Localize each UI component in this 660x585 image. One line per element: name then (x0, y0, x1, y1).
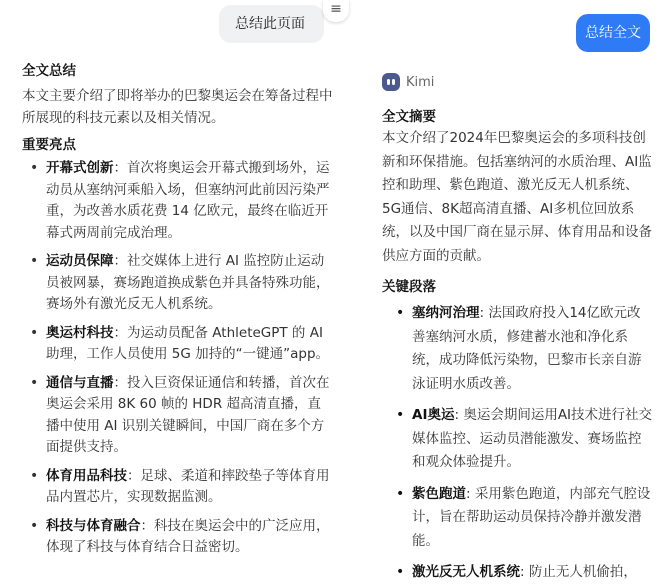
key-point-label: 紫色跑道 (412, 485, 466, 502)
key-point-text: : 奥运会期间运用AI技术进行社交媒体监控、运动员潜能激发、赛场监控和观众体验提升。 (412, 407, 653, 470)
key-point-label: 塞纳河治理 (412, 305, 480, 321)
summary-title: 全文总结 (22, 63, 76, 79)
abstract-text: 本文介绍了2024年巴黎奥运会的多项科技创新和环保措施。包括塞纳河的水质治理、AI监控和助理、紫色跑道、激光反无人机系统、5G通信、8K超高清直播、AI多机位回放系统，以及中国厂商在显示屏、体育用品和设备供应方面的贡献。 (382, 130, 652, 264)
list-item (28, 516, 334, 559)
list-item (28, 251, 334, 316)
highlights-title: 重要亮点 (22, 137, 76, 153)
key-point-label: 激光反无人机系统 (412, 564, 520, 580)
abstract-title: 全文摘要 (382, 109, 436, 125)
highlight-label: 奥运村科技 (46, 324, 114, 341)
highlight-label: 运动员保障 (46, 253, 114, 269)
list-item (28, 373, 334, 459)
highlight-label: 开幕式创新 (46, 160, 114, 176)
list-item (392, 561, 654, 585)
key-point-label: AI奥运 (412, 407, 455, 423)
list-item (28, 323, 334, 366)
key-point-text: : 防止无人机偷拍， (520, 564, 637, 580)
key-points-list (392, 302, 654, 585)
summary-text: 本文主要介绍了即将举办的巴黎奥运会在筹备过程中所展现的科技元素以及相关情况。 (22, 88, 333, 126)
highlights-list (28, 158, 334, 559)
user-message-bubble: 总结此页面 (219, 5, 324, 43)
highlight-label: 科技与体育融合 (46, 517, 141, 534)
list-item (28, 158, 334, 244)
right-chat-panel (352, 0, 660, 580)
highlight-text: ：投入巨资保证通信和转播，首次在奥运会采用 8K 60 帧的 HDR 超高清直播，直播中使用 AI 识别关键瞬间，中国厂商在多个方面提供支持。 (46, 374, 330, 455)
list-item (392, 404, 654, 475)
hamburger-icon[interactable]: ≡ (323, 0, 349, 22)
key-points-title: 关键段落 (382, 279, 436, 295)
highlight-label: 体育用品科技 (46, 467, 127, 484)
highlight-text: ：社交媒体上进行 AI 监控防止运动员被网暴，赛场跑道换成紫色并具备特殊功能，赛场外有激光反无人机系统。 (46, 253, 330, 312)
key-point-text: : 采用紫色跑道，内部充气腔设计，旨在帮助运动员保持冷静并激发潜能。 (412, 485, 651, 549)
user-message-bubble: 总结全文 (576, 14, 650, 52)
list-item (28, 466, 334, 509)
list-item (392, 302, 654, 396)
highlight-text: ：为运动员配备 AthleteGPT 的 AI 助理，工作人员使用 5G 加持的“一键通”app。 (46, 324, 330, 362)
key-point-text: : 法国政府投入14亿欧元改善塞纳河水质，修建蓄水池和净化系统，成功降低污染物，巴黎市长亲自游泳证明水质改善。 (412, 305, 642, 392)
highlight-text: ：首次将奥运会开幕式搬到场外，运动员从塞纳河乘船入场，但塞纳河此前因污染严重，为改善水质花费 14 亿欧元，最终在临近开幕式两周前完成治理。 (46, 160, 330, 241)
highlight-text: ：足球、柔道和摔跤垫子等体育用品内置芯片，实现数据监测。 (46, 467, 330, 505)
highlight-label: 通信与直播 (46, 374, 114, 391)
list-item (392, 483, 654, 554)
kimi-logo-icon (382, 73, 400, 91)
assistant-name: Kimi (406, 74, 435, 90)
highlight-text: ：科技在奥运会中的广泛应用，体现了科技与体育结合日益密切。 (46, 517, 330, 555)
assistant-header (382, 73, 434, 91)
